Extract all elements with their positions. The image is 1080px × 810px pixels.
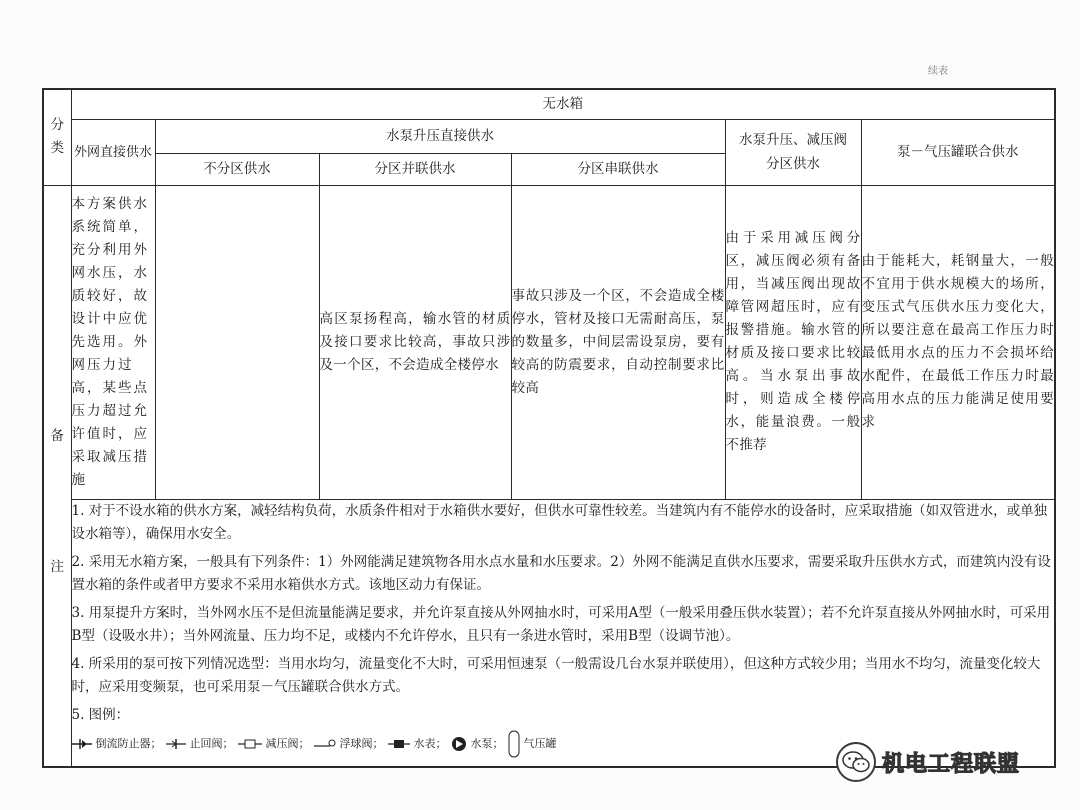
water-meter-icon [388, 738, 410, 750]
pressure-tank-icon [508, 729, 520, 759]
legend-tank: 气压罐 [523, 737, 557, 750]
legend-float: 浮球阀； [339, 737, 384, 750]
legend-backflow: 倒流防止器； [95, 737, 162, 750]
note-1: 1. 对于不设水箱的供水方案，减轻结构负荷，水质条件相对于水箱供水要好，但供水可靠性较差。当建筑内有不能停水的设备时，应采取措施（如双管进水，或单独设水箱等），确保用水安全。 [71, 502, 1048, 542]
float-valve-icon [314, 738, 336, 750]
backflow-preventer-icon [72, 738, 92, 750]
remark-series: 事故只涉及一个区，不会造成全楼停水，管材及接口无需耐高压，泵的数量多，中间层需设泵房，要有较高的防震要求，自动控制要求比较高 [511, 185, 725, 499]
note-3: 3. 用泵提升方案时，当外网水压不是但流量能满足要求，并允许泵直接从外网抽水时，可采用A型（一般采用叠压供水装置）；若不允许泵直接从外网抽水时，可采用B型（设吸水井）；当外网流量、压力均不足，或楼内不允许停水，且只有一条进水管时，采用B型（设调节池）。 [71, 604, 1051, 644]
remark-parallel: 高区泵扬程高，输水管的材质及接口要求比较高，事故只涉及一个区，不会造成全楼停水 [319, 185, 511, 499]
note-5: 5. 图例： [71, 706, 130, 723]
remark-outer-direct: 本方案供水系统简单，充分利用外网水压，水质较好，故设计中应优先选用。外网压力过高，某些点压力超过允许值时，应采取减压措施 [71, 185, 155, 499]
water-supply-table [42, 88, 1056, 768]
remarks-char-2: 注 [50, 558, 64, 575]
pump-icon [451, 736, 467, 752]
remarks-char-1: 备 [50, 427, 64, 444]
legend-pump: 水泵； [470, 737, 504, 750]
no-tank-header: 无水箱 [71, 89, 1055, 119]
remark-prv: 由于采用减压阀分区，减压阀必须有备用，当减压阀出现故障管网超压时，应有报警措施。输水管的材质及接口要求比较高。当水泵出事故时，则造成全楼停水，能量浪费。一般不推荐 [725, 185, 861, 499]
zone-series-header: 分区串联供水 [511, 153, 725, 185]
legend-meter: 水表； [413, 737, 447, 750]
category-label: 分类 [50, 117, 64, 157]
remark-tank: 由于能耗大，耗钢量大，一般不宜用于供水规模大的场所，变压式气压供水压力变化大，所以要注意在最高工作压力时最低用水点的压力不会损坏给水配件，在最低工作压力时最高用水点的压力能满足使用要求 [861, 185, 1055, 499]
zone-parallel-header: 分区并联供水 [319, 153, 511, 185]
remark-no-zone [155, 185, 319, 499]
watermark-text: 机电工程联盟 [882, 751, 1021, 777]
pump-tank-header: 泵－气压罐联合供水 [861, 119, 1055, 185]
no-zone-header: 不分区供水 [155, 153, 319, 185]
outer-direct-header: 外网直接供水 [71, 119, 155, 185]
remarks-label-cell [43, 185, 71, 767]
notes-cell [71, 499, 1055, 767]
pump-prv-header: 水泵升压、减压阀分区供水 [725, 119, 861, 185]
pressure-reducing-valve-icon [238, 738, 262, 750]
note-4: 4. 所采用的泵可按下列情况选型：当用水均匀，流量变化不大时，可采用恒速泵（一般需设几台水泵并联使用），但这种方式较少用；当用水不均匀，流量变化较大时，应采用变频泵，也可采用泵－气压罐联合供水方式。 [71, 655, 1041, 695]
check-valve-icon [166, 738, 186, 750]
corner-mark: 续表 [928, 66, 948, 77]
pump-direct-header: 水泵升压直接供水 [155, 119, 725, 153]
note-2: 2. 采用无水箱方案，一般具有下列条件：1）外网能满足建筑物各用水点水量和水压要求。2）外网不能满足直供水压要求，需要采取升压供水方式，而建筑内没有设置水箱的条件或者甲方要求不采用水箱供水方式。该地区动力有保证。 [71, 553, 1051, 593]
watermark [836, 740, 1056, 784]
legend-prv: 减压阀； [265, 737, 310, 750]
category-label-cell [43, 89, 71, 185]
legend-check: 止回阀； [189, 737, 234, 750]
wechat-logo-icon [836, 742, 876, 782]
